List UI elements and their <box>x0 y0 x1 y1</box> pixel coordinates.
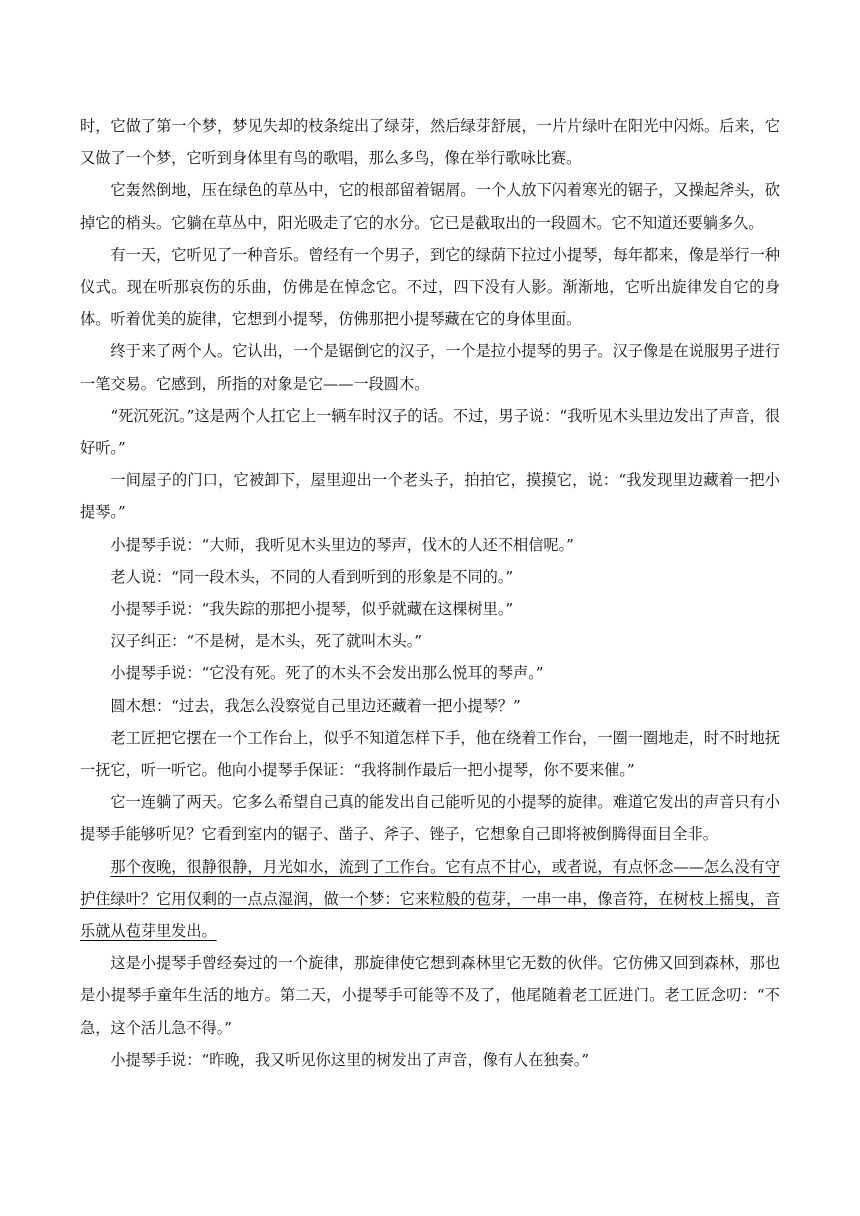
paragraph-13: 老工匠把它摆在一个工作台上，似乎不知道怎样下手，他在绕着工作台，一圈一圈地走，时不时地抚一抚它，听一听它。他向小提琴手保证：“我将制作最后一把小提琴，你不要来催。” <box>80 728 780 780</box>
paragraph-12: 圆木想：“过去，我怎么没察觉自己里边还藏着一把小提琴？” <box>110 696 521 715</box>
paragraph-9: 小提琴手说：“我失踪的那把小提琴，似乎就藏在这棵树里。” <box>110 600 514 619</box>
underlined-passage: 那个夜晚，很静很静，月光如水，流到了工作台。它有点不甘心，或者说，有点怀念——怎么没有守护住绿叶？它用仅剩的一点点湿润，做一个梦：它来粒般的苞芽，一串一串，像音符，在树枝上摇曳，音乐就从苞芽里发出。 <box>80 857 780 941</box>
paragraph-4: 终于来了两个人。它认出，一个是锯倒它的汉子，一个是拉小提琴的男子。汉子像是在说服男子进行一笔交易。它感到，所指的对象是它——一段圆木。 <box>80 342 780 393</box>
paragraph-6: 一间屋子的门口，它被卸下，屋里迎出一个老头子，拍拍它，摸摸它，说：“我发现里边藏着一把小提琴。” <box>80 471 780 522</box>
paragraph-2: 它轰然倒地，压在绿色的草丛中，它的根部留着锯屑。一个人放下闪着寒光的锯子，又操起斧头，砍掉它的梢头。它躺在草丛中，阳光吸走了它的水分。它已是截取出的一段圆木。它不知道还要躺多久。 <box>80 181 780 232</box>
paragraph-5: “死沉死沉。”这是两个人扛它上一辆车时汉子的话。不过，男子说：“我听见木头里边发出了声音，很好听。” <box>80 406 780 458</box>
paragraph-10: 汉子纠正：“不是树，是木头，死了就叫木头。” <box>110 632 423 651</box>
article-body <box>80 110 780 1076</box>
paragraph-8: 老人说：“同一段木头，不同的人看到听到的形象是不同的。” <box>110 567 514 586</box>
paragraph-1: 时，它做了第一个梦，梦见失却的枝条绽出了绿芽，然后绿芽舒展，一片片绿叶在阳光中闪烁。后来，它又做了一个梦，它听到身体里有鸟的歌唱，那么多鸟，像在举行歌咏比赛。 <box>80 117 780 168</box>
paragraph-16: 这是小提琴手曾经奏过的一个旋律，那旋律使它想到森林里它无数的伙伴。它仿佛又回到森林，那也是小提琴手童年生活的地方。第二天，小提琴手可能等不及了，他尾随着老工匠进门。老工匠念叨：“不急，这个活儿急不得。” <box>80 954 780 1037</box>
paragraph-11: 小提琴手说：“它没有死。死了的木头不会发出那么悦耳的琴声。” <box>110 664 544 683</box>
paragraph-7: 小提琴手说：“大师，我听见木头里边的琴声，伐木的人还不相信呢。” <box>110 535 574 554</box>
paragraph-14: 它一连躺了两天。它多么希望自己真的能发出自己能听见的小提琴的旋律。难道它发出的声音只有小提琴手能够听见？它看到室内的锯子、凿子、斧子、锉子，它想象自己即将被倒腾得面目全非。 <box>80 793 780 844</box>
paragraph-15-underlined <box>80 851 780 948</box>
paragraph-17: 小提琴手说：“昨晚，我又听见你这里的树发出了声音，像有人在独奏。” <box>110 1050 590 1069</box>
paragraph-3: 有一天，它听见了一种音乐。曾经有一个男子，到它的绿荫下拉过小提琴，每年都来，像是举行一种仪式。现在听那哀伤的乐曲，仿佛是在悼念它。不过，四下没有人影。渐渐地，它听出旋律发自它的身体。听着优美的旋律，它想到小提琴，仿佛那把小提琴藏在它的身体里面。 <box>80 245 780 329</box>
